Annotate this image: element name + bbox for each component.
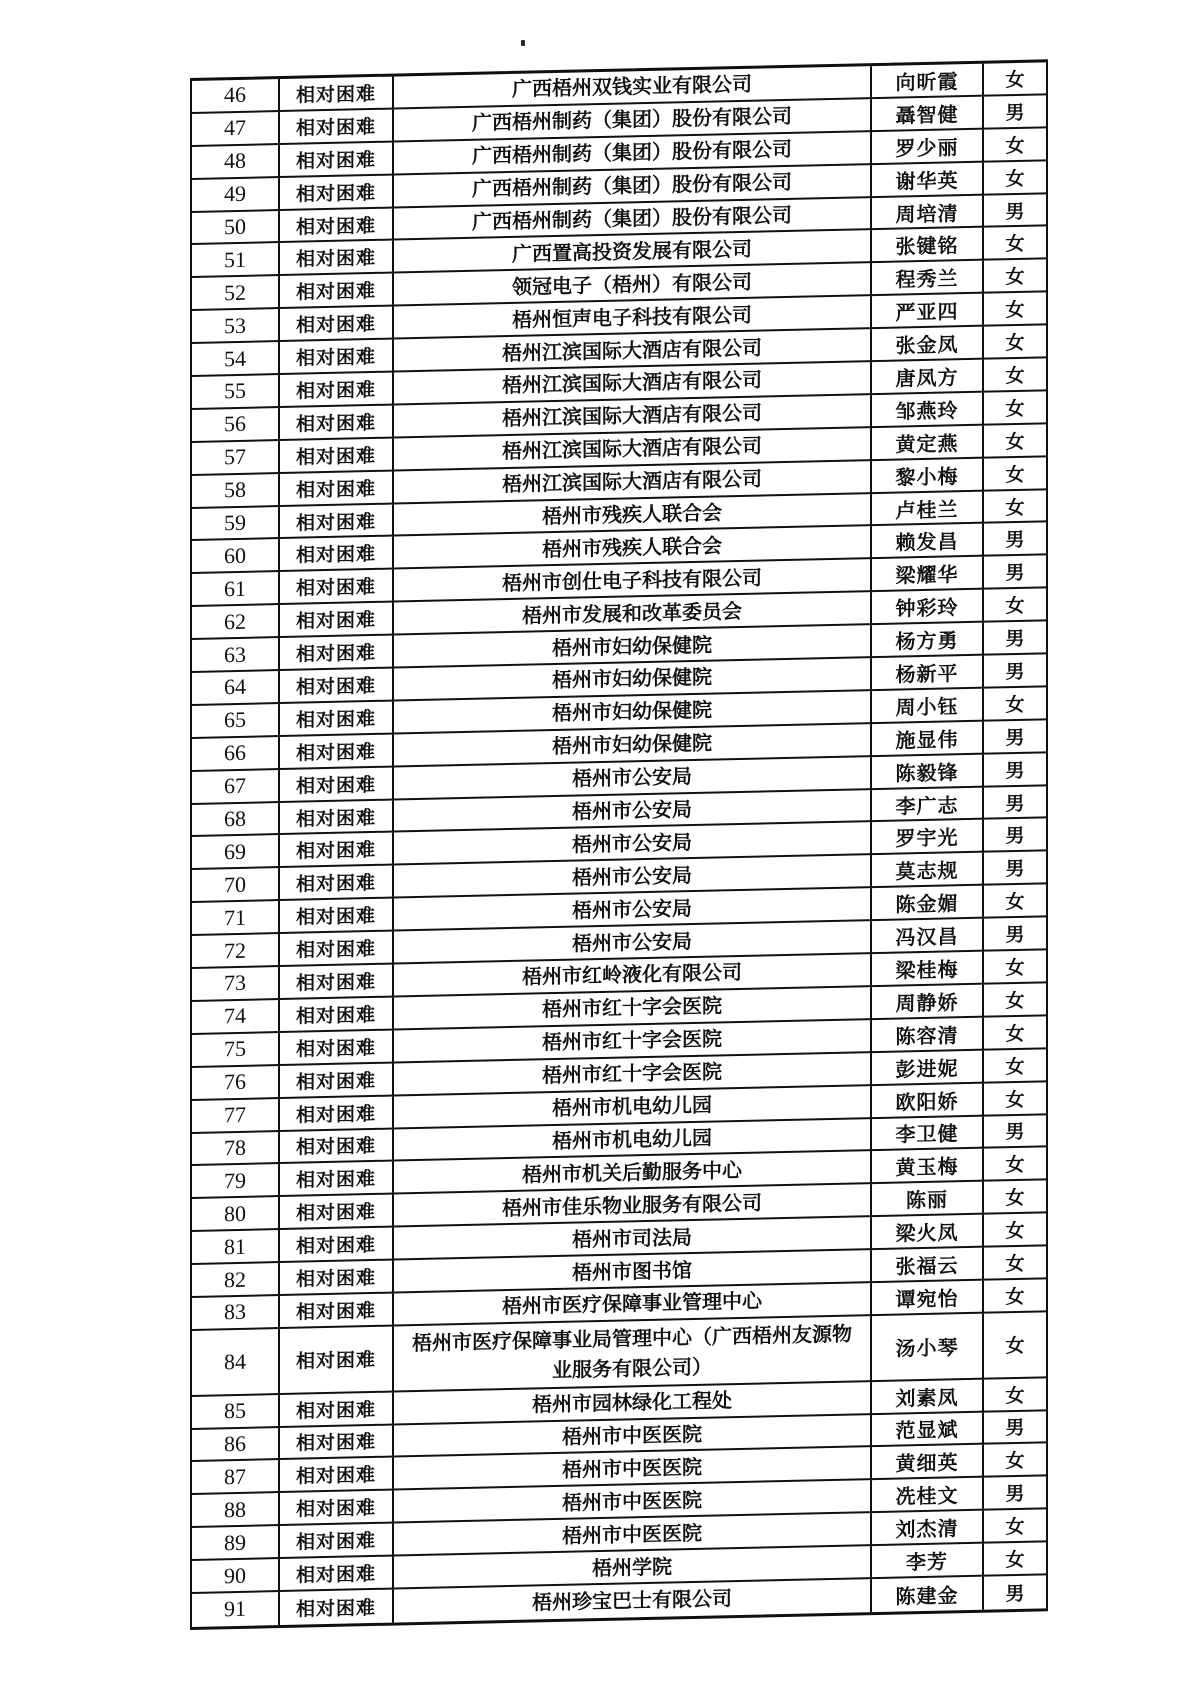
cell-person-name: 冼桂文 [872, 1478, 984, 1513]
cell-row-number: 57 [192, 441, 280, 476]
cell-row-number: 89 [192, 1526, 280, 1561]
cell-difficulty-status: 相对困难 [280, 241, 394, 276]
cell-difficulty-status: 相对困难 [280, 208, 394, 243]
cell-row-number: 69 [192, 836, 280, 871]
cell-employer: 梧州江滨国际大酒店有限公司 [394, 428, 872, 471]
cell-employer: 广西梧州双钱实业有限公司 [394, 66, 872, 109]
cell-gender: 女 [984, 1246, 1046, 1280]
cell-difficulty-status: 相对困难 [280, 1590, 394, 1625]
cell-row-number: 61 [192, 572, 280, 607]
cell-employer: 领冠电子（梧州）有限公司 [394, 263, 872, 306]
cell-employer: 广西梧州制药（集团）股份有限公司 [394, 99, 872, 142]
cell-person-name: 周小钰 [872, 689, 984, 724]
cell-gender: 男 [984, 194, 1046, 228]
cell-person-name: 黄玉梅 [872, 1149, 984, 1184]
cell-difficulty-status: 相对困难 [280, 1261, 394, 1296]
cell-gender: 男 [984, 917, 1046, 951]
cell-difficulty-status: 相对困难 [280, 405, 394, 440]
cell-employer: 梧州市红十字会医院 [394, 987, 872, 1030]
cell-employer: 梧州市残疾人联合会 [394, 494, 872, 537]
cell-employer: 梧州市机电幼儿园 [394, 1119, 872, 1162]
cell-difficulty-status: 相对困难 [280, 340, 394, 375]
cell-gender: 男 [984, 1115, 1046, 1149]
cell-row-number: 51 [192, 243, 280, 278]
cell-gender: 男 [984, 1411, 1046, 1445]
cell-employer: 梧州市公安局 [394, 921, 872, 964]
cell-row-number: 78 [192, 1132, 280, 1167]
cell-employer: 梧州市医疗保障事业管理中心 [394, 1283, 872, 1326]
cell-difficulty-status: 相对困难 [280, 1129, 394, 1164]
cell-person-name: 邹燕玲 [872, 393, 984, 428]
cell-employer: 梧州市妇幼保健院 [394, 625, 872, 668]
cell-difficulty-status: 相对困难 [280, 1162, 394, 1197]
cell-employer: 梧州市红十字会医院 [394, 1020, 872, 1063]
cell-difficulty-status: 相对困难 [280, 307, 394, 342]
cell-row-number: 73 [192, 967, 280, 1002]
cell-row-number: 62 [192, 605, 280, 640]
cell-person-name: 陈毅锋 [872, 754, 984, 789]
cell-difficulty-status: 相对困难 [280, 734, 394, 769]
cell-gender: 女 [984, 457, 1046, 491]
cell-person-name: 罗宇光 [872, 820, 984, 855]
cell-row-number: 65 [192, 704, 280, 739]
cell-employer: 广西梧州制药（集团）股份有限公司 [394, 198, 872, 241]
cell-employer: 梧州市中医医院 [394, 1480, 872, 1523]
cell-employer: 梧州江滨国际大酒店有限公司 [394, 461, 872, 504]
cell-person-name: 范显斌 [872, 1412, 984, 1447]
cell-difficulty-status: 相对困难 [280, 438, 394, 473]
cell-gender: 女 [984, 1181, 1046, 1215]
cell-employer: 梧州市公安局 [394, 790, 872, 833]
cell-gender: 女 [984, 62, 1046, 96]
cell-gender: 女 [984, 325, 1046, 359]
cell-difficulty-status: 相对困难 [280, 77, 394, 112]
cell-row-number: 86 [192, 1428, 280, 1463]
cell-difficulty-status: 相对困难 [280, 1392, 394, 1427]
cell-row-number: 55 [192, 375, 280, 410]
cell-gender: 女 [984, 1049, 1046, 1083]
cell-employer: 梧州市公安局 [394, 823, 872, 866]
cell-person-name: 向昕霞 [872, 64, 984, 99]
cell-row-number: 91 [192, 1592, 280, 1627]
cell-person-name: 严亚四 [872, 294, 984, 329]
cell-gender: 女 [984, 128, 1046, 162]
cell-employer: 梧州市司法局 [394, 1217, 872, 1260]
cell-row-number: 59 [192, 507, 280, 542]
cell-difficulty-status: 相对困难 [280, 1228, 394, 1263]
cell-gender: 男 [1005, 1582, 1025, 1606]
cell-difficulty-status: 相对困难 [280, 1063, 394, 1098]
cell-employer: 梧州市创仕电子科技有限公司 [394, 559, 872, 602]
cell-row-number: 58 [192, 474, 280, 509]
cell-gender: 男 [984, 654, 1046, 688]
cell-employer: 广西梧州制药（集团）股份有限公司 [394, 132, 872, 175]
cell-person-name: 李卫健 [872, 1116, 984, 1151]
cell-row-number: 75 [192, 1033, 280, 1068]
cell-difficulty-status: 相对困难 [280, 1326, 394, 1394]
cell-employer: 梧州市发展和改革委员会 [394, 592, 872, 635]
cell-person-name: 罗少丽 [872, 129, 984, 164]
cell-difficulty-status: 相对困难 [280, 373, 394, 408]
cell-gender: 女 [984, 1279, 1046, 1313]
cell-difficulty-status: 相对困难 [280, 175, 394, 210]
cell-gender: 男 [984, 753, 1046, 787]
cell-employer: 梧州市妇幼保健院 [394, 691, 872, 734]
cell-row-number: 79 [192, 1164, 280, 1199]
cell-row-number: 77 [192, 1099, 280, 1134]
cell-row-number: 56 [192, 408, 280, 443]
cell-person-name: 周培清 [872, 195, 984, 230]
cell-gender: 女 [984, 227, 1046, 261]
cell-person-name: 杨方勇 [872, 623, 984, 658]
cell-gender: 女 [984, 1542, 1046, 1576]
cell-gender: 女 [984, 1510, 1046, 1544]
cell-person-name: 汤小琴 [872, 1314, 984, 1382]
cell-row-number: 74 [192, 1000, 280, 1035]
cell-difficulty-status: 相对困难 [280, 1491, 394, 1526]
cell-employer: 梧州市妇幼保健院 [394, 658, 872, 701]
cell-person-name: 陈容清 [872, 1018, 984, 1053]
cell-gender: 女 [984, 885, 1046, 919]
hardship-roster-table [190, 59, 1048, 1630]
cell-difficulty-status: 相对困难 [280, 1524, 394, 1559]
cell-gender: 女 [984, 1312, 1046, 1379]
cell-gender: 女 [984, 950, 1046, 984]
cell-employer: 梧州珍宝巴士有限公司 [394, 1579, 872, 1622]
cell-gender: 男 [984, 1477, 1046, 1511]
cell-person-name: 周静娇 [872, 985, 984, 1020]
cell-row-number: 67 [192, 770, 280, 805]
cell-employer: 梧州市红十字会医院 [394, 1053, 872, 1096]
cell-person-name: 谢华英 [872, 162, 984, 197]
cell-person-name: 梁耀华 [872, 557, 984, 592]
cell-person-name: 陈丽 [872, 1182, 984, 1217]
cell-row-number: 48 [192, 145, 280, 180]
cell-employer: 广西置高投资发展有限公司 [394, 231, 872, 274]
cell-gender: 男 [984, 523, 1046, 557]
cell-employer: 梧州市中医医院 [394, 1415, 872, 1458]
cell-row-number: 85 [192, 1395, 280, 1430]
cell-row-number: 66 [192, 737, 280, 772]
cell-gender: 女 [984, 687, 1046, 721]
cell-difficulty-status: 相对困难 [280, 1458, 394, 1493]
cell-person-name: 程秀兰 [872, 261, 984, 296]
cell-gender: 女 [984, 391, 1046, 425]
cell-difficulty-status: 相对困难 [280, 537, 394, 572]
cell-difficulty-status: 相对困难 [280, 504, 394, 539]
cell-difficulty-status: 相对困难 [280, 701, 394, 736]
cell-difficulty-status: 相对困难 [280, 997, 394, 1032]
cell-gender: 女 [984, 424, 1046, 458]
cell-gender: 男 [984, 819, 1046, 853]
cell-gender: 男 [984, 95, 1046, 129]
cell-row-number: 81 [192, 1230, 280, 1265]
cell-person-name: 杨新平 [872, 656, 984, 691]
cell-person-name: 冯汉昌 [872, 919, 984, 954]
cell-employer: 梧州市公安局 [394, 888, 872, 931]
cell-employer: 梧州市公安局 [394, 855, 872, 898]
cell-gender: 女 [984, 589, 1046, 623]
cell-person-name: 黄定燕 [872, 425, 984, 460]
cell-difficulty-status: 相对困难 [280, 800, 394, 835]
cell-gender: 男 [984, 621, 1046, 655]
cell-row-number: 71 [192, 901, 280, 936]
cell-difficulty-status: 相对困难 [280, 866, 394, 901]
cell-gender: 女 [984, 1082, 1046, 1116]
cell-person-name: 黄细英 [872, 1445, 984, 1480]
cell-gender: 男 [984, 852, 1046, 886]
cell-person-name: 卢桂兰 [872, 491, 984, 526]
cell-employer: 梧州市机电幼儿园 [394, 1086, 872, 1129]
cell-difficulty-status: 相对困难 [280, 274, 394, 309]
cell-employer: 梧州市佳乐物业服务有限公司 [394, 1184, 872, 1227]
cell-employer: 梧州江滨国际大酒店有限公司 [394, 395, 872, 438]
cell-row-number: 83 [192, 1296, 280, 1331]
cell-employer: 梧州市医疗保障事业局管理中心（广西梧州友源物业服务有限公司） [394, 1316, 872, 1392]
cell-difficulty-status: 相对困难 [280, 833, 394, 868]
cell-gender: 女 [984, 293, 1046, 327]
cell-difficulty-status: 相对困难 [280, 109, 394, 144]
cell-row-number: 53 [192, 309, 280, 344]
cell-gender: 女 [984, 1016, 1046, 1050]
cell-employer: 梧州恒声电子科技有限公司 [394, 296, 872, 339]
cell-employer: 梧州市园林绿化工程处 [394, 1382, 872, 1425]
cell-employer: 梧州市公安局 [394, 757, 872, 800]
cell-person-name: 谭宛怡 [872, 1281, 984, 1316]
cell-difficulty-status: 相对困难 [280, 932, 394, 967]
cell-row-number: 68 [192, 803, 280, 838]
cell-employer: 梧州市中医医院 [394, 1513, 872, 1556]
cell-row-number: 70 [192, 868, 280, 903]
cell-person-name: 李芳 [872, 1544, 984, 1579]
cell-row-number: 64 [192, 671, 280, 706]
cell-employer: 广西梧州制药（集团）股份有限公司 [394, 165, 872, 208]
cell-gender: 男 [984, 556, 1046, 590]
cell-row-number: 49 [192, 178, 280, 213]
cell-difficulty-status: 相对困难 [280, 965, 394, 1000]
cell-difficulty-status: 相对困难 [280, 570, 394, 605]
cell-gender: 男 [984, 786, 1046, 820]
cell-person-name: 欧阳娇 [872, 1083, 984, 1118]
cell-difficulty-status: 相对困难 [280, 1294, 394, 1329]
cell-gender: 女 [984, 490, 1046, 524]
cell-difficulty-status: 相对困难 [280, 669, 394, 704]
cell-row-number: 60 [192, 540, 280, 575]
cell-employer: 梧州市妇幼保健院 [394, 724, 872, 767]
cell-gender: 女 [984, 1213, 1046, 1247]
cell-gender: 女 [984, 1444, 1046, 1478]
cell-row-number: 50 [192, 211, 280, 246]
cell-person-name: 彭进妮 [872, 1050, 984, 1085]
cell-row-number: 54 [192, 342, 280, 377]
cell-employer: 梧州市红岭液化有限公司 [394, 954, 872, 997]
cell-difficulty-status: 相对困难 [280, 1425, 394, 1460]
cell-row-number: 80 [192, 1197, 280, 1232]
cell-difficulty-status: 相对困难 [280, 471, 394, 506]
cell-person-name: 赖发昌 [872, 524, 984, 559]
cell-person-name: 刘素凤 [872, 1379, 984, 1414]
cell-employer: 梧州市机关后勤服务中心 [394, 1152, 872, 1195]
cell-row-number: 46 [192, 79, 280, 114]
cell-gender: 女 [984, 983, 1046, 1017]
cell-gender: 女 [984, 260, 1046, 294]
cell-employer: 梧州学院 [394, 1546, 872, 1589]
cell-employer: 梧州市残疾人联合会 [394, 527, 872, 570]
cell-person-name: 陈金媚 [872, 886, 984, 921]
cell-person-name: 张福云 [872, 1248, 984, 1283]
cell-person-name: 梁桂梅 [872, 952, 984, 987]
cell-gender: 女 [984, 1378, 1046, 1412]
cell-row-number: 90 [192, 1559, 280, 1594]
cell-person-name: 莫志规 [872, 853, 984, 888]
cell-person-name: 刘杰清 [872, 1511, 984, 1546]
cell-difficulty-status: 相对困难 [280, 636, 394, 671]
cell-row-number: 47 [192, 112, 280, 147]
cell-difficulty-status: 相对困难 [280, 1557, 394, 1592]
cell-person-name: 张键铭 [872, 228, 984, 263]
cell-row-number: 88 [192, 1493, 280, 1528]
cell-person-name: 钟彩玲 [872, 590, 984, 625]
cell-row-number: 84 [192, 1329, 280, 1397]
cell-employer: 梧州江滨国际大酒店有限公司 [394, 329, 872, 372]
cell-person-name: 李广志 [872, 787, 984, 822]
cell-difficulty-status: 相对困难 [280, 142, 394, 177]
cell-person-name: 施显伟 [872, 721, 984, 756]
cell-employer: 梧州江滨国际大酒店有限公司 [394, 362, 872, 405]
cell-person-name: 唐凤方 [872, 360, 984, 395]
cell-difficulty-status: 相对困难 [280, 899, 394, 934]
cell-difficulty-status: 相对困难 [280, 767, 394, 802]
cell-gender: 女 [984, 1148, 1046, 1182]
scan-speck-artifact [521, 40, 525, 46]
cell-person-name: 聶智健 [872, 97, 984, 132]
cell-row-number: 52 [192, 276, 280, 311]
cell-gender: 女 [984, 358, 1046, 392]
cell-row-number: 72 [192, 934, 280, 969]
cell-row-number: 82 [192, 1263, 280, 1298]
cell-difficulty-status: 相对困难 [280, 1030, 394, 1065]
cell-row-number: 63 [192, 638, 280, 673]
cell-employer: 梧州市中医医院 [394, 1448, 872, 1491]
cell-difficulty-status: 相对困难 [280, 603, 394, 638]
cell-person-name: 张金凤 [872, 327, 984, 362]
cell-difficulty-status: 相对困难 [280, 1195, 394, 1230]
cell-person-name: 梁火凤 [872, 1215, 984, 1250]
cell-difficulty-status: 相对困难 [280, 1096, 394, 1131]
cell-gender: 男 [984, 720, 1046, 754]
cell-person-name: 陈建金 [872, 1577, 984, 1612]
cell-row-number: 76 [192, 1066, 280, 1101]
cell-row-number: 87 [192, 1460, 280, 1495]
cell-employer: 梧州市图书馆 [394, 1250, 872, 1293]
cell-gender: 女 [984, 161, 1046, 195]
cell-person-name: 黎小梅 [872, 458, 984, 493]
